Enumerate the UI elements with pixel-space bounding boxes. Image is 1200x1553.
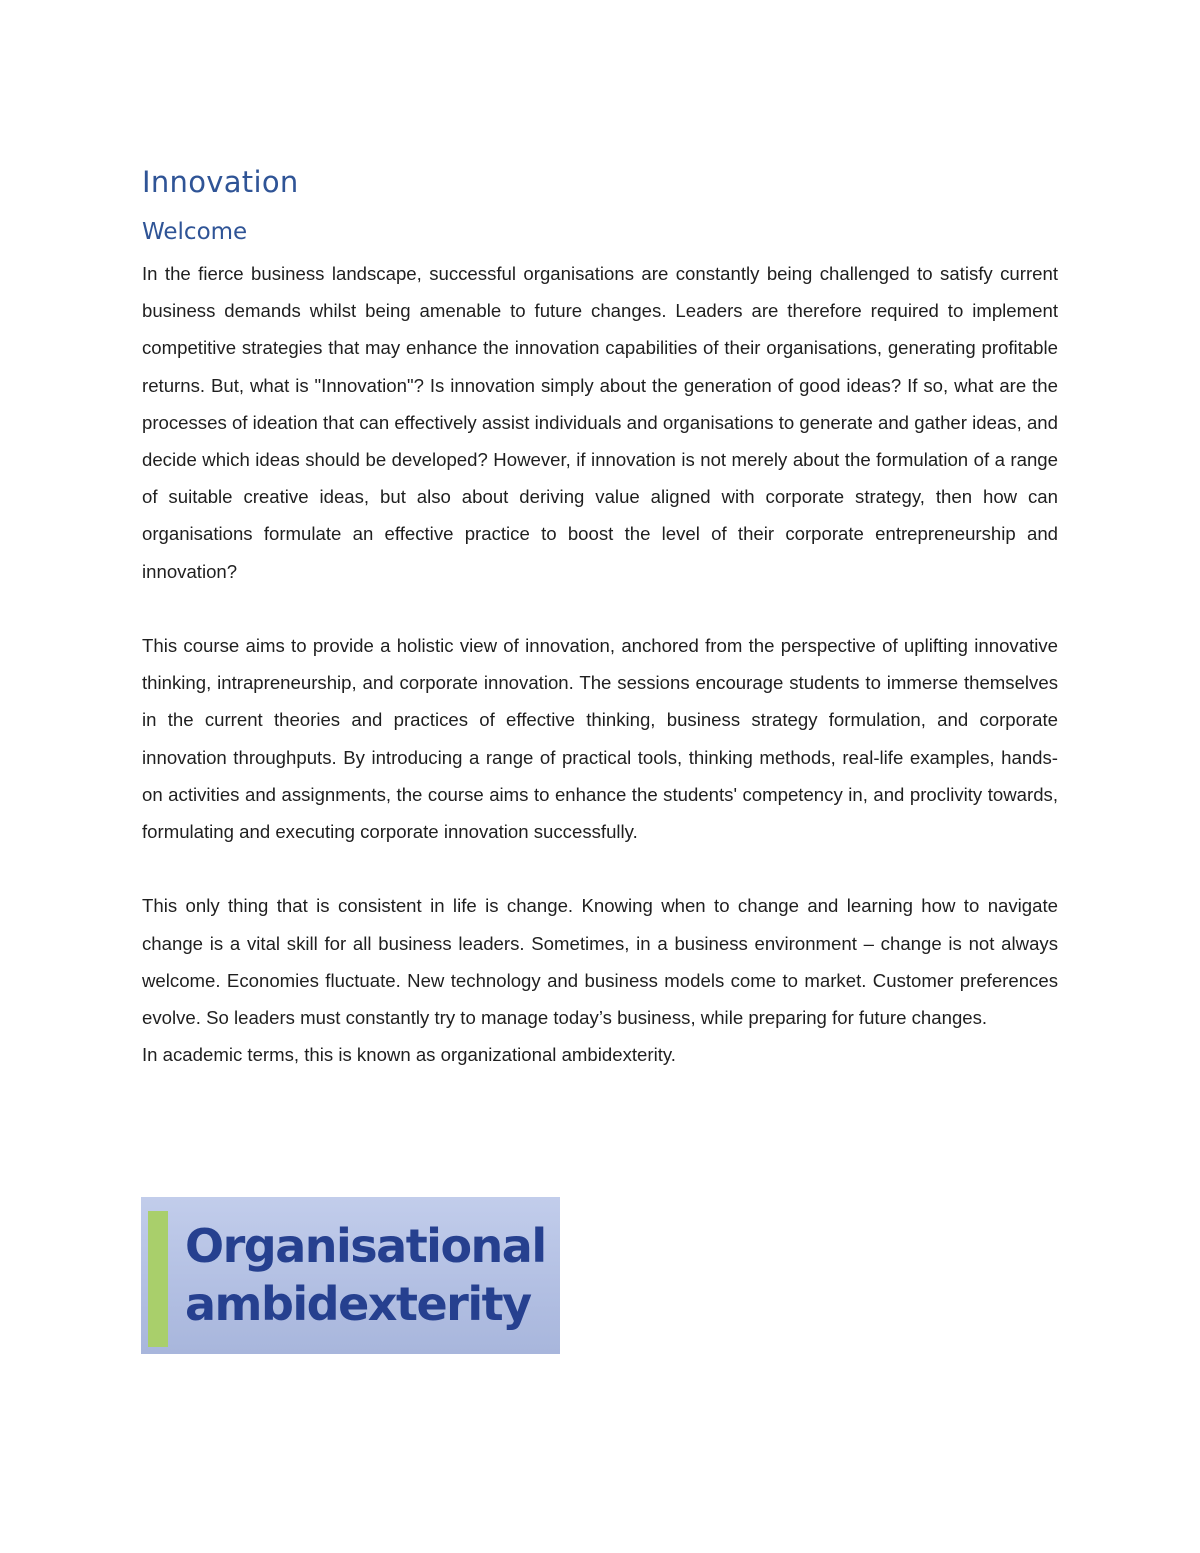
- banner-line-1: Organisational: [185, 1219, 546, 1273]
- paragraph-spacer: [142, 590, 1058, 627]
- paragraph-change: This only thing that is consistent in life is change. Knowing when to change and learning how to navigate change is a vital skill for all business leaders. Sometimes, in a business environment – change is not always welcome. Economies fluctuate. New technology and business models come to market. Customer preferences evolve. So leaders must constantly try to manage today’s business, while preparing for future changes.: [142, 895, 1058, 1029]
- section-heading-welcome: Welcome: [142, 219, 248, 245]
- banner-accent-bar: [148, 1211, 168, 1347]
- paragraph-course-aims: This course aims to provide a holistic view of innovation, anchored from the perspective of uplifting innovative thinking, intrapreneurship, and corporate innovation. The sessions encourage students to immerse themselves in the current theories and practices of effective thinking, business strategy formulation, and corporate innovation throughputs. By introducing a range of practical tools, thinking methods, real-life examples, hands-on activities and assignments, the course aims to enhance the students' competency in, and proclivity towards, formulating and executing corporate innovation successfully.: [142, 635, 1058, 843]
- paragraph-intro: In the fierce business landscape, successful organisations are constantly being challenged to satisfy current business demands whilst being amenable to future changes. Leaders are therefore required to implement competitive strategies that may enhance the innovation capabilities of their organisations, generating profitable returns. But, what is "Innovation"? Is innovation simply about the generation of good ideas? If so, what are the processes of ideation that can effectively assist individuals and organisations to generate and gather ideas, and decide which ideas should be developed? However, if innovation is not merely about the formulation of a range of suitable creative ideas, but also about deriving value aligned with corporate strategy, then how can organisations formulate an effective practice to boost the level of their corporate entrepreneurship and innovation?: [142, 263, 1058, 582]
- paragraph-spacer: [142, 850, 1058, 887]
- document-page: [142, 160, 1058, 1073]
- document-title: Innovation: [142, 165, 299, 199]
- organisational-ambidexterity-banner-image: [141, 1197, 560, 1354]
- banner-line-2: ambidexterity: [185, 1277, 531, 1331]
- paragraph-ambidexterity: In academic terms, this is known as organizational ambidexterity.: [142, 1044, 676, 1066]
- banner-text: [185, 1217, 546, 1333]
